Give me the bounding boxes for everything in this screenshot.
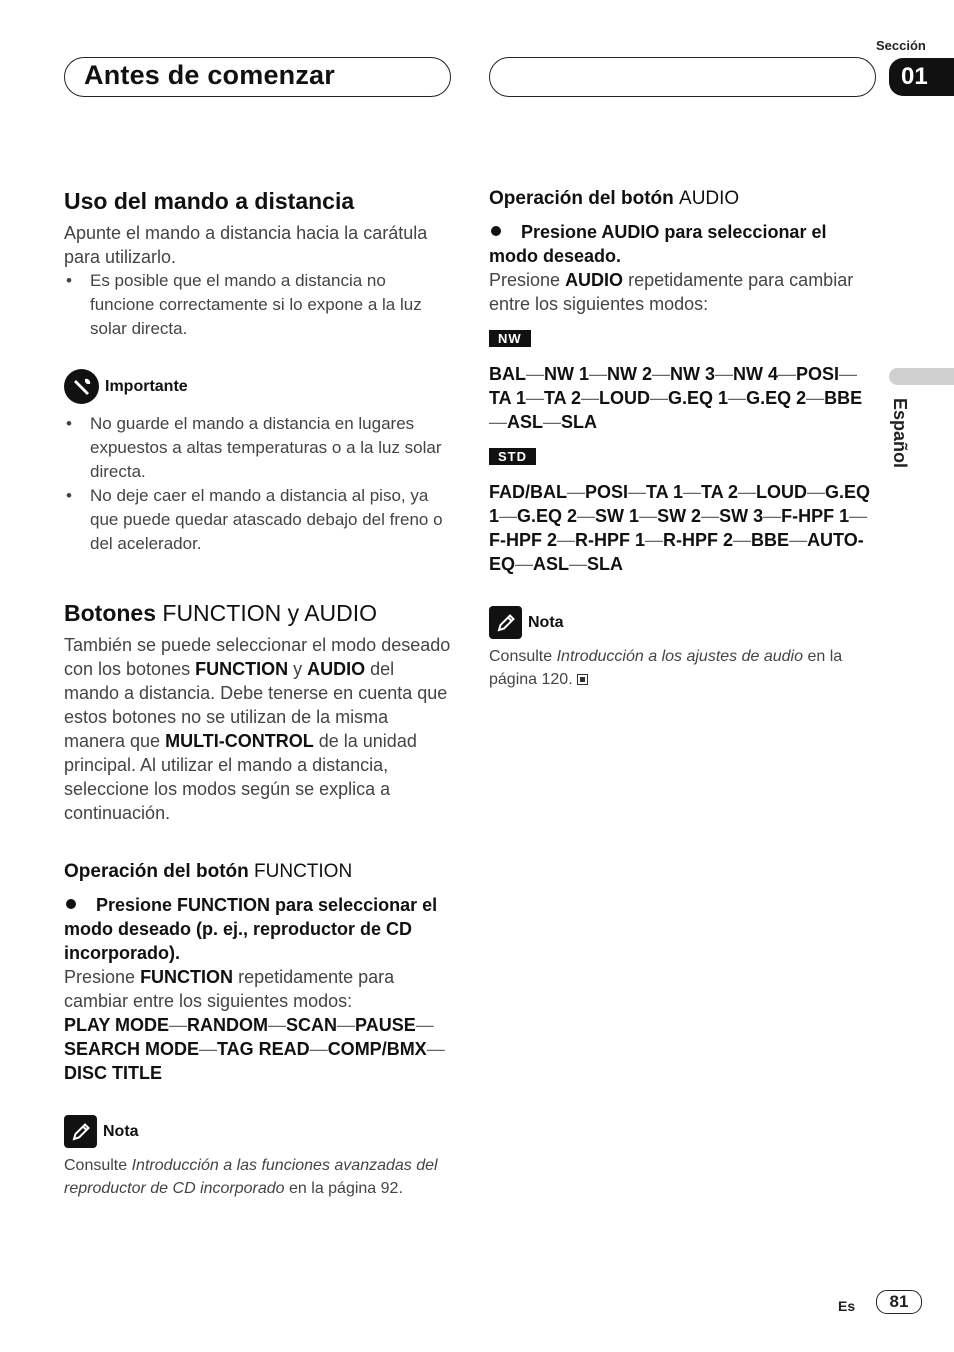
mode-item: LOUD	[599, 388, 651, 408]
mode-item: SLA	[587, 554, 624, 574]
mode-item: F-HPF 2	[489, 530, 558, 550]
buttons-paragraph	[64, 633, 454, 825]
audio-text-1: Presione	[489, 270, 561, 290]
mode-item: TA 1	[489, 388, 527, 408]
audio-note-italic: Introducción a los ajustes de audio	[556, 648, 803, 665]
audio-step	[489, 220, 877, 268]
mode-item: DISC TITLE	[64, 1063, 162, 1083]
audio-op-heading-rest: AUDIO	[679, 188, 740, 209]
page-number: 81	[876, 1290, 922, 1314]
function-note-heading	[64, 1115, 454, 1148]
important-heading	[64, 369, 454, 404]
mode-separator: —	[645, 530, 664, 550]
mode-separator: —	[569, 554, 588, 574]
left-column	[64, 188, 454, 1200]
mode-item: G.EQ 1	[668, 388, 729, 408]
mode-separator: —	[763, 506, 782, 526]
audio-bold: AUDIO	[565, 270, 624, 290]
mode-separator: —	[789, 530, 808, 550]
mode-item: SEARCH MODE	[64, 1039, 200, 1059]
mode-separator: —	[526, 364, 544, 384]
mode-separator: —	[652, 364, 670, 384]
language-tab-label: Español	[890, 398, 910, 469]
mode-item: G.EQ 2	[746, 388, 807, 408]
mode-item: BBE	[751, 530, 790, 550]
mode-separator: —	[309, 1039, 328, 1059]
note-pencil-icon	[64, 1115, 97, 1148]
section-number: 01	[889, 58, 954, 96]
mode-item: TA 2	[701, 482, 739, 502]
important-icon	[64, 369, 99, 404]
function-text-2: repetidamente para cambiar entre los siguientes modos:	[64, 967, 395, 1011]
mode-separator: —	[701, 506, 720, 526]
mode-separator: —	[577, 506, 596, 526]
mode-item: TAG READ	[217, 1039, 310, 1059]
mode-separator: —	[557, 530, 576, 550]
mode-separator: —	[515, 554, 534, 574]
mode-separator: —	[683, 482, 702, 502]
mode-separator: —	[733, 530, 752, 550]
mode-separator: —	[639, 506, 658, 526]
mode-item: FAD/BAL	[489, 482, 567, 502]
mode-item: G.EQ 1	[489, 482, 871, 526]
mode-item: AUTO-EQ	[489, 530, 864, 574]
mode-item: NW 3	[670, 364, 715, 384]
mode-separator: —	[728, 388, 747, 408]
mode-separator: —	[715, 364, 733, 384]
audio-note-text-1: Consulte	[489, 648, 553, 665]
buttons-title-bold: Botones	[64, 600, 156, 626]
mode-item: NW 1	[544, 364, 589, 384]
audio-step-text: Presione AUDIO para seleccionar el modo deseado.	[489, 222, 827, 266]
function-step	[64, 893, 454, 965]
mode-separator: —	[738, 482, 757, 502]
std-badge: STD	[489, 448, 536, 465]
buttons-bold-audio: AUDIO	[307, 659, 366, 679]
mode-item: SW 2	[657, 506, 702, 526]
audio-op-heading-bold: Operación del botón	[489, 188, 674, 209]
mode-separator: —	[199, 1039, 218, 1059]
function-note-italic: Introducción a las funciones avanzadas del reproductor de CD incorporado	[64, 1157, 438, 1197]
mode-item: RANDOM	[187, 1015, 269, 1035]
std-modes-list	[489, 480, 877, 576]
buttons-title-rest: FUNCTION y AUDIO	[162, 600, 378, 626]
step-bullet-icon	[491, 226, 501, 236]
mode-separator: —	[543, 412, 561, 432]
function-op-heading-bold: Operación del botón	[64, 861, 249, 882]
audio-text-2: repetidamente para cambiar entre los siguientes modos:	[489, 270, 854, 314]
buttons-text-2: y	[293, 659, 303, 679]
language-tab-bar	[889, 368, 954, 385]
mode-separator: —	[567, 482, 585, 502]
remote-section-title: Uso del mando a distancia	[64, 188, 355, 214]
mode-item: TA 1	[646, 482, 684, 502]
mode-separator: —	[806, 388, 825, 408]
mode-item: TA 2	[544, 388, 582, 408]
section-label: Sección	[876, 38, 926, 53]
mode-separator: —	[415, 1015, 434, 1035]
function-op-heading-rest: FUNCTION	[254, 861, 353, 882]
function-modes-list	[64, 1013, 454, 1085]
audio-note-label: Nota	[528, 613, 564, 631]
mode-item: BBE	[824, 388, 863, 408]
step-bullet-icon	[66, 899, 76, 909]
buttons-text-3: del mando a distancia. Debe tenerse en cuenta que estos botones no se utilizan de la misma manera que	[64, 659, 448, 751]
mode-separator: —	[499, 506, 518, 526]
buttons-section-title	[64, 600, 454, 627]
important-label: Importante	[105, 377, 188, 395]
mode-item: SW 3	[719, 506, 764, 526]
header-empty-box	[489, 57, 876, 97]
mode-separator: —	[169, 1015, 188, 1035]
function-note-text-2: en la página 92.	[289, 1180, 403, 1197]
audio-op-heading	[489, 188, 877, 210]
function-bold: FUNCTION	[140, 967, 234, 987]
function-op-heading	[64, 861, 454, 883]
mode-item: G.EQ 2	[517, 506, 578, 526]
mode-separator: —	[489, 412, 507, 432]
mode-item: PAUSE	[355, 1015, 416, 1035]
mode-item: BAL	[489, 364, 526, 384]
mode-separator: —	[589, 364, 607, 384]
mode-item: SLA	[561, 412, 597, 432]
mode-separator: —	[849, 506, 868, 526]
nw-badge: NW	[489, 330, 531, 347]
remote-bullet: • Es posible que el mando a distancia no funcione correctamente si lo expone a la luz solar directa.	[64, 269, 454, 341]
mode-item: POSI	[796, 364, 840, 384]
mode-item: COMP/BMX	[327, 1039, 427, 1059]
buttons-bold-multicontrol: MULTI-CONTROL	[165, 731, 314, 751]
audio-note-text-2: en la página 120.	[489, 648, 843, 688]
buttons-text-1: También se puede seleccionar el modo deseado con los botones	[64, 635, 451, 679]
important-bullet-2: • No deje caer el mando a distancia al piso, ya que puede quedar atascado debajo del freno o del acelerador.	[64, 484, 454, 556]
end-of-section-icon	[577, 674, 588, 685]
mode-item: F-HPF 1	[781, 506, 850, 526]
remote-intro: Apunte el mando a distancia hacia la carátula para utilizarlo.	[64, 223, 428, 267]
nw-modes-list	[489, 362, 877, 434]
audio-paragraph	[489, 268, 877, 316]
function-text-1: Presione	[64, 967, 136, 987]
mode-item: PLAY MODE	[64, 1015, 170, 1035]
function-paragraph	[64, 965, 454, 1013]
important-bullet-1: • No guarde el mando a distancia en lugares expuestos a altas temperaturas o a la luz solar directa.	[64, 412, 454, 484]
function-note-label: Nota	[103, 1122, 139, 1140]
mode-item: R-HPF 2	[663, 530, 734, 550]
function-step-text: Presione FUNCTION para seleccionar el modo deseado (p. ej., reproductor de CD incorporado).	[64, 895, 438, 963]
mode-separator: —	[337, 1015, 356, 1035]
mode-item: ASL	[533, 554, 570, 574]
mode-item: SW 1	[595, 506, 640, 526]
mode-separator: —	[268, 1015, 287, 1035]
footer-lang-code: Es	[838, 1298, 856, 1314]
mode-item: NW 2	[607, 364, 652, 384]
mode-item: NW 4	[733, 364, 778, 384]
mode-item: POSI	[585, 482, 629, 502]
mode-separator: —	[581, 388, 600, 408]
mode-item: ASL	[507, 412, 543, 432]
function-note-text	[64, 1154, 454, 1200]
audio-note-heading	[489, 606, 877, 639]
mode-separator: —	[839, 364, 858, 384]
note-pencil-icon	[489, 606, 522, 639]
mode-item: R-HPF 1	[575, 530, 646, 550]
mode-separator: —	[526, 388, 545, 408]
mode-separator: —	[778, 364, 796, 384]
page-title: Antes de comenzar	[84, 60, 335, 90]
mode-item: LOUD	[756, 482, 808, 502]
right-column	[489, 188, 877, 691]
mode-separator: —	[650, 388, 669, 408]
mode-separator: —	[807, 482, 826, 502]
buttons-bold-function: FUNCTION	[195, 659, 289, 679]
function-note-text-1: Consulte	[64, 1157, 128, 1174]
mode-item: SCAN	[286, 1015, 338, 1035]
mode-separator: —	[426, 1039, 445, 1059]
buttons-text-4: de la unidad principal. Al utilizar el mando a distancia, seleccione los modos según se explica a continuación.	[64, 731, 417, 823]
mode-separator: —	[628, 482, 647, 502]
audio-note-text	[489, 645, 877, 691]
